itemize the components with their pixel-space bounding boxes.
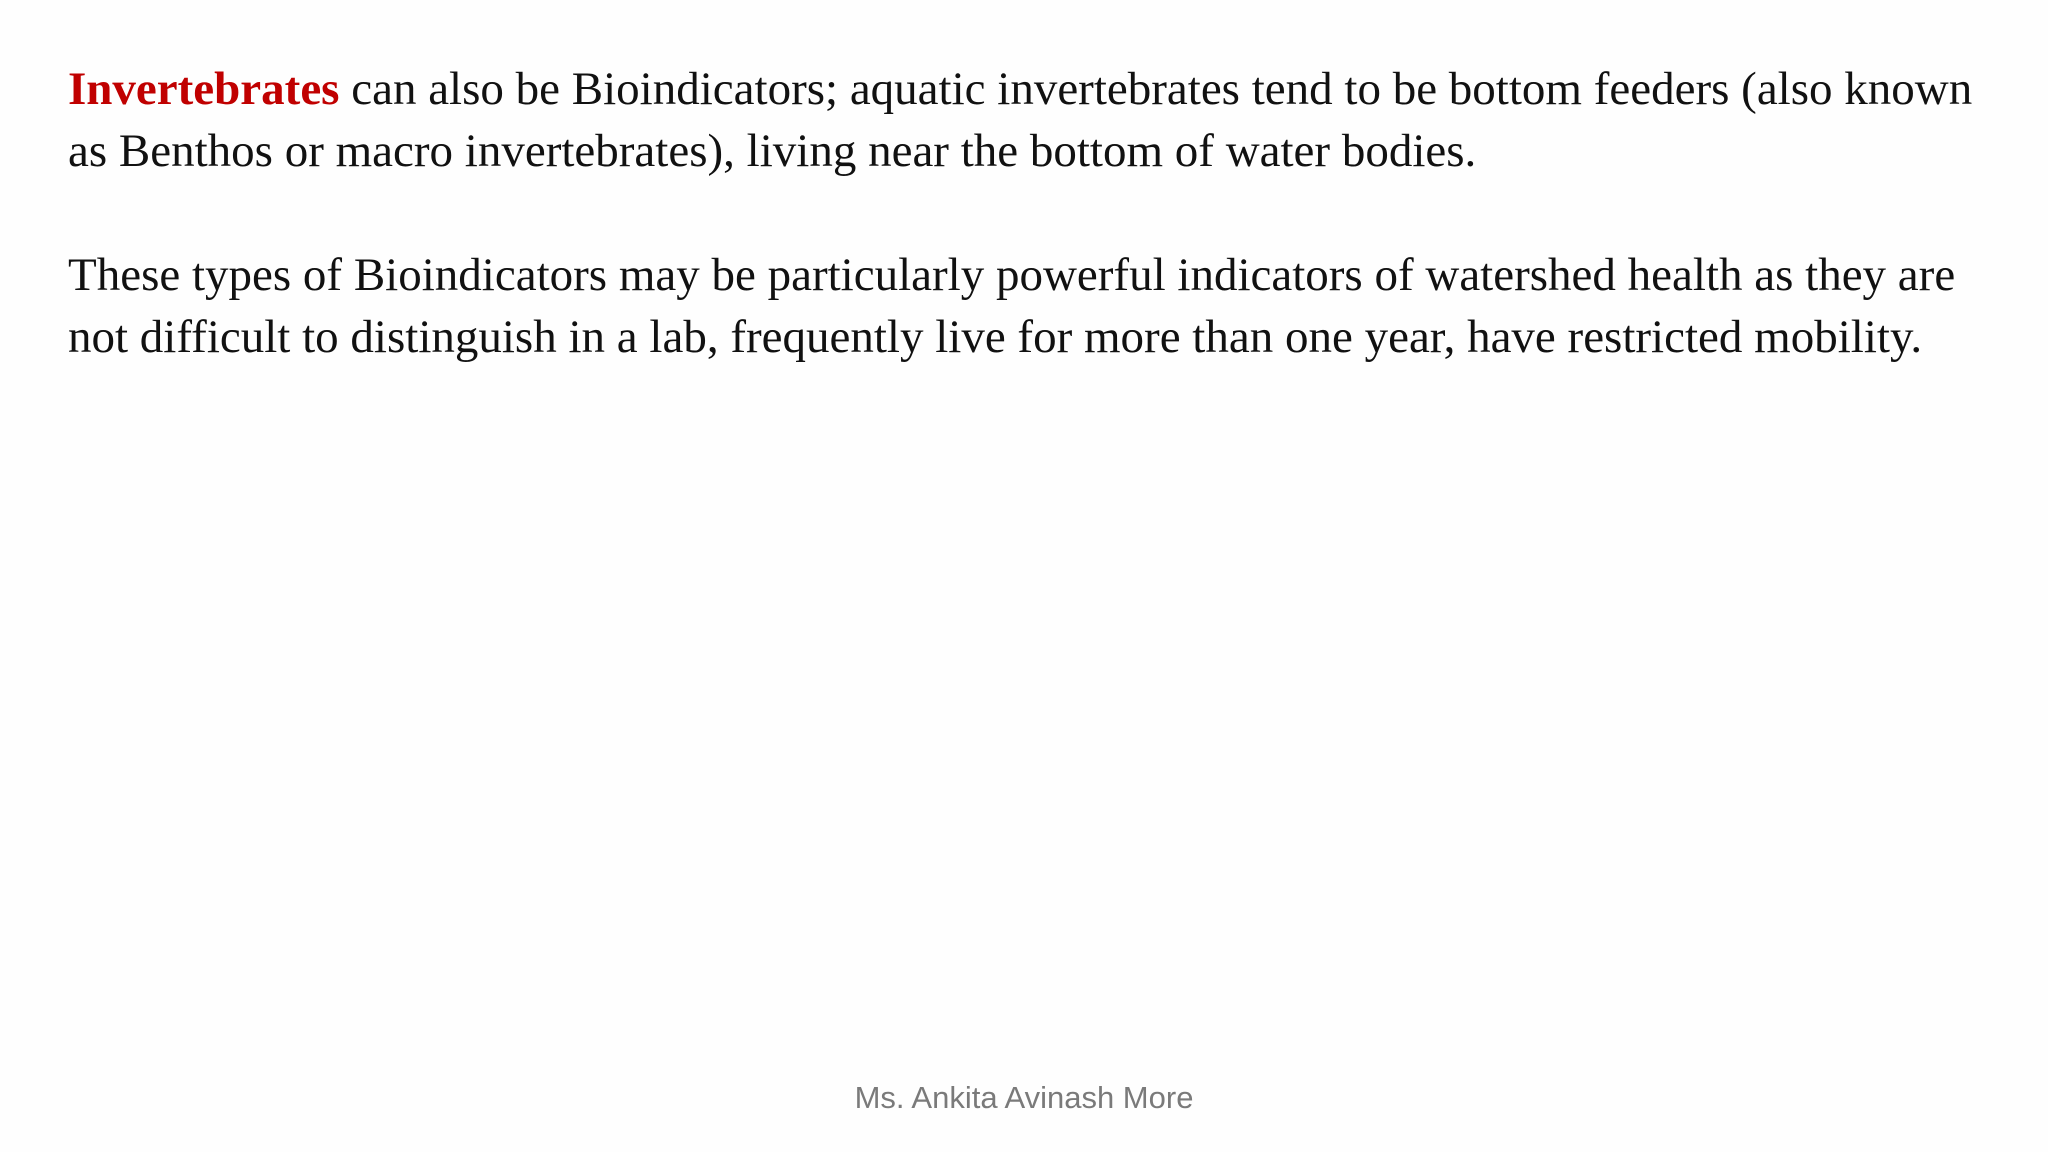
keyword-invertebrates: Invertebrates — [68, 63, 340, 115]
paragraph-bioindicators-text: These types of Bioindicators may be particularly powerful indicators of watershed health as they are not difficult to distinguish in a lab, frequently live for more than one year, have restricted mobility. — [68, 249, 1956, 363]
footer-author: Ms. Ankita Avinash More — [854, 1080, 1194, 1115]
paragraph-bioindicators — [68, 244, 1988, 368]
slide-body — [68, 58, 1988, 430]
paragraph-invertebrates-text: can also be Bioindicators; aquatic invertebrates tend to be bottom feeders (also known as Benthos or macro invertebrates), living near the bottom of water bodies. — [68, 63, 1973, 177]
paragraph-invertebrates — [68, 58, 1988, 182]
